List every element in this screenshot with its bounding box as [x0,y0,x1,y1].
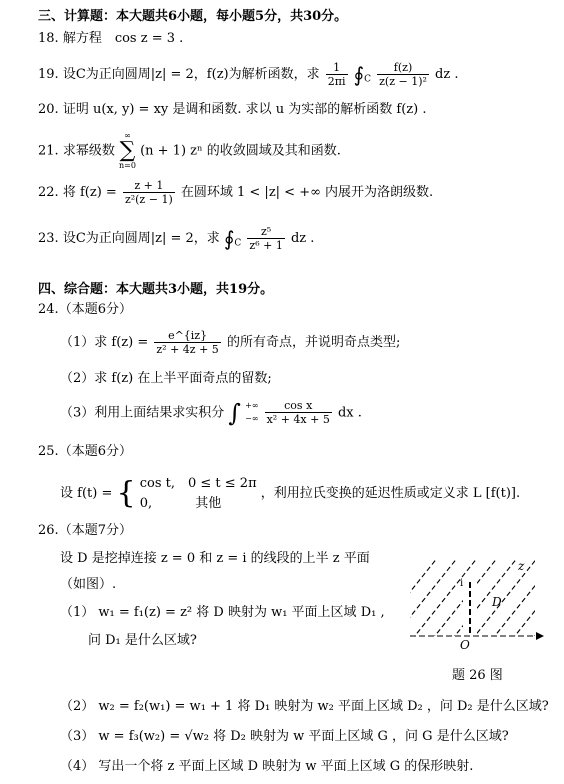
question-19 [38,62,458,87]
figure-26-diagram [402,552,552,652]
q24-p1-fraction [154,330,220,355]
q25-body [60,474,520,513]
q23-fraction [247,226,284,251]
q19-integrand-num: f(z) [377,62,429,75]
case-1: cos t, 0 ≤ t ≤ 2π [139,476,257,491]
q22-pre: 将 f(z) = [62,185,117,200]
q23-pre: 设C为正向圆周|z| = 2，求 [62,231,220,246]
q26-part2: （2） w₂ = f₂(w₁) = w₁ + 1 将 D₁ 映射为 w₂ 平面上区域 D₂ ，问 D₂ 是什么区域? [60,699,549,714]
q21-pre: 求幂级数 [62,143,115,159]
q18-text: 解方程 cos z = 3 . [62,31,184,46]
q26-score: （本题7分） [58,523,132,538]
integral-symbol: ∫ [228,398,241,427]
q24-p1-pre: （1）求 f(z) = [60,335,149,350]
q24-part1 [60,330,400,355]
q26-part4: （4） 写出一个将 z 平面上区域 D 映射为 w 平面上区域 G 的保形映射. [60,759,474,774]
q18-number: 18. [38,31,59,46]
integral-upper-limit: +∞ [245,401,259,410]
figure-caption: 题 26 图 [452,668,503,683]
left-brace: { [116,475,136,511]
q26-part1a: （1） w₁ = f₁(z) = z² 将 D 映射为 w₁ 平面上区域 D₁ , [60,605,385,620]
q22-number: 22. [38,185,59,200]
q24-p3-pre: （3）利用上面结果求实积分 [60,405,225,421]
label-D: D [492,595,502,609]
q19-coef-num: 1 [326,62,348,75]
q26-part3: （3） w = f₃(w₂) = √w₂ 将 D₂ 映射为 w 平面上区域 G ，问 G 是什么区域? [60,729,509,744]
q24-p3-fraction [265,400,332,425]
case-2: 0, 其他 [139,495,222,511]
question-18 [38,32,183,45]
q26-number: 26. [38,523,59,538]
question-26-header [38,524,132,537]
section3-heading: 三、计算题：本大题共6小题，每小题5分，共30分。 [38,9,348,24]
q19-coef-den: 2πi [327,75,346,88]
q24-integral [228,400,258,426]
q20-number: 20. [38,102,59,117]
q21-number: 21. [38,143,59,159]
q22-num: z + 1 [123,180,175,193]
question-24-header [38,303,132,316]
q26-intro-line2: （如图）. [60,577,117,592]
question-23 [38,226,314,251]
q19-integrand-fraction [377,62,429,87]
sum-sigma: ∑ [119,138,136,163]
integral-lower-limit: −∞ [245,413,259,423]
q24-p1-num: e^{iz} [154,330,220,343]
q25-number: 25. [38,444,59,459]
q19-post: dz . [435,67,459,82]
q24-p3-num: cos x [265,400,332,413]
q19-contour-sub: C [364,74,371,85]
q24-p1-den: z² + 4z + 5 [156,343,219,356]
contour-integral-symbol: ∮ [353,62,365,87]
q22-post: 在圆环域 1 < |z| < +∞ 内展开为洛朗级数. [180,185,434,200]
question-25-header [38,445,132,458]
question-21 [38,132,341,170]
piecewise-cases [140,474,257,513]
question-22 [38,180,433,205]
q19-number: 19. [38,67,59,82]
q22-fraction [123,180,175,205]
sum-upper-limit: ∞ [124,131,131,140]
label-origin: O [460,638,470,652]
axis-arrow [536,632,544,640]
q25-score: （本题6分） [58,444,132,459]
q19-coef-fraction [326,62,348,87]
summation-symbol [119,132,136,170]
q21-post: (n + 1) zⁿ 的收敛圆域及其和函数. [140,143,341,159]
q23-post: dz . [290,231,315,246]
q26-part1b: 问 D₁ 是什么区域? [88,633,197,648]
q19-integrand-den: z(z − 1)² [379,75,427,88]
q25-pre: 设 f(t) = [60,486,113,501]
q24-number: 24. [38,302,59,317]
q26-intro-line1: 设 D 是挖掉连接 z = 0 和 z = i 的线段的上半 z 平面 [60,551,370,566]
q23-contour-sub: C [234,238,242,249]
q24-p1-post: 的所有奇点，并说明奇点类型; [226,335,401,350]
q23-num: z⁵ [247,226,284,239]
q24-p3-den: x² + 4x + 5 [266,413,330,427]
q24-part3 [60,400,362,426]
sum-lower-limit: n=0 [118,161,136,170]
q20-text: 证明 u(x, y) = xy 是调和函数. 求以 u 为实部的解析函数 f(z) . [62,102,427,117]
q19-pre: 设C为正向圆周|z| = 2，f(z)为解析函数，求 [62,67,320,82]
q24-part2: （2）求 f(z) 在上半平面奇点的留数; [60,371,272,386]
section4-heading: 四、综合题：本大题共3小题，共19分。 [38,282,274,297]
question-20 [38,103,427,116]
q24-p3-post: dx . [337,405,362,421]
q23-den: z⁶ + 1 [249,239,283,252]
q23-number: 23. [38,231,59,246]
q22-den: z²(z − 1) [124,193,173,206]
label-z: z [518,559,525,573]
q24-score: （本题6分） [58,302,132,317]
q25-post: ，利用拉氏变换的延迟性质或定义求 L [f(t)]. [260,486,521,501]
label-i: i [460,578,464,589]
contour-integral-symbol: ∮ [223,226,235,251]
